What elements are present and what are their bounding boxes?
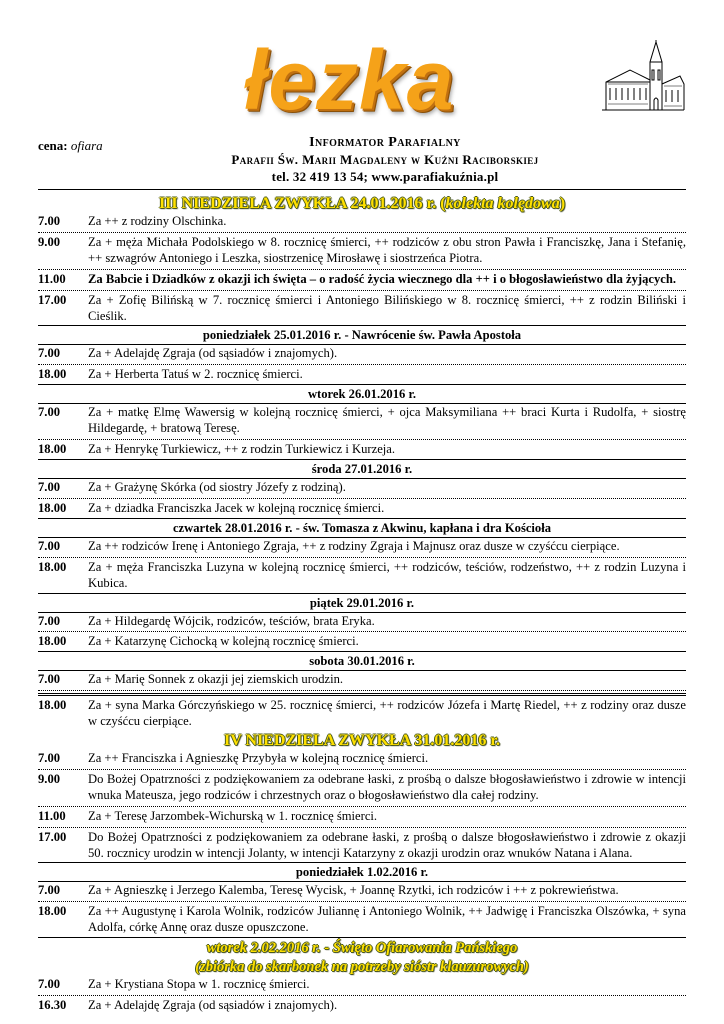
mass-row xyxy=(38,480,686,496)
mass-intention: Za + Katarzynę Cichocką w kolejną rocznicę śmierci. xyxy=(88,634,359,649)
section-heading: wtorek 2.02.2016 r. - Święto Ofiarowania Pańskiego xyxy=(206,940,518,957)
mass-time: 7.00 xyxy=(38,751,61,766)
divider xyxy=(38,344,686,345)
divider xyxy=(38,995,686,996)
mass-row xyxy=(38,698,686,730)
mass-intention: Za + Krystiana Stopa w 1. rocznicę śmierci. xyxy=(88,977,310,992)
mass-intention: Do Bożej Opatrzności z podziękowaniem za odebrane łaski, z prośbą o dalsze błogosławieństwo i zdrowie w intencji wnuka Mateusza, jego rodziców i chrzestnych oraz o błogosławieństwo dla całej rodziny. xyxy=(88,771,686,802)
section-heading: IV NIEDZIELA ZWYKŁA 31.01.2016 r. xyxy=(223,732,501,750)
divider xyxy=(38,290,686,291)
mass-intention: Za + Teresę Jarzombek-Wichurską w 1. rocznicę śmierci. xyxy=(88,808,378,823)
mass-time: 9.00 xyxy=(38,771,61,786)
mass-intention: Za + Herberta Tatuś w 2. rocznicę śmierci. xyxy=(88,367,303,382)
mass-row xyxy=(38,346,686,362)
divider xyxy=(38,806,686,807)
mass-row xyxy=(38,809,686,825)
mass-row xyxy=(38,293,686,325)
mass-intention: Za + Adelajdę Zgraja (od sąsiadów i znajomych). xyxy=(88,346,338,361)
mass-time: 7.00 xyxy=(38,346,61,361)
divider xyxy=(38,232,686,233)
mass-row xyxy=(38,998,686,1014)
mass-time: 7.00 xyxy=(38,883,61,898)
mass-intention: Za + męża Franciszka Luzyna w kolejną rocznicę śmierci, ++ rodziców, teściów, rodzeństwo, ++ z rodzin Luzyna i Kubica. xyxy=(88,559,686,590)
price xyxy=(38,138,103,154)
section-subheading: (zbiórka do skarbonek na potrzeby sióstr klauzurowych) xyxy=(195,959,529,976)
mass-time: 7.00 xyxy=(38,613,61,628)
mass-row xyxy=(38,560,686,592)
mass-time: 18.00 xyxy=(38,904,67,919)
mass-row xyxy=(38,634,686,650)
price-value: ofiara xyxy=(70,138,103,153)
mass-row xyxy=(38,977,686,993)
divider xyxy=(38,403,686,404)
mass-row xyxy=(38,501,686,517)
church-icon xyxy=(600,40,686,112)
mass-row xyxy=(38,672,686,688)
divider xyxy=(38,862,686,863)
divider xyxy=(38,631,686,632)
mass-intention: Za + męża Michała Podolskiego w 8. rocznicę śmierci, ++ rodziców z obu stron Pawła i Franciszkę, Jana i Stefanię, ++ szwagrów Antoniego i Leszka, siostrzenicę Mirosławę i siostrzeńca Piotra. xyxy=(88,234,686,265)
mass-time: 18.00 xyxy=(38,698,67,713)
divider xyxy=(38,459,686,460)
mass-intention: Za ++ Franciszka i Agnieszkę Przybyła w kolejną rocznicę śmierci. xyxy=(88,751,429,766)
mass-row xyxy=(38,751,686,767)
mass-time: 18.00 xyxy=(38,442,67,457)
mass-intention: Za + Marię Sonnek z okazji jej ziemskich urodzin. xyxy=(88,672,344,687)
mass-row xyxy=(38,772,686,804)
mass-intention: Za + Grażynę Skórka (od siostry Józefy z rodziną). xyxy=(88,479,346,494)
day-heading: środa 27.01.2016 r. xyxy=(311,461,413,476)
mass-intention: Za + dziadka Franciszka Jacek w kolejną rocznicę śmierci. xyxy=(88,500,385,515)
divider xyxy=(38,498,686,499)
section-heading: III NIEDZIELA ZWYKŁA 24.01.2016 r. (kolekta kolędowa) xyxy=(158,195,566,212)
divider xyxy=(38,269,686,270)
mass-time: 7.00 xyxy=(38,977,61,992)
divider xyxy=(38,384,686,385)
info-title: Informator Parafialny xyxy=(309,135,461,150)
divider xyxy=(38,612,686,613)
mass-row xyxy=(38,214,686,230)
price-label: cena: xyxy=(38,138,68,153)
divider xyxy=(38,557,686,558)
mass-time: 11.00 xyxy=(38,808,66,823)
day-heading: poniedziałek 1.02.2016 r. xyxy=(295,865,429,880)
mass-intention: Za + matkę Elmę Wawersig w kolejną rocznicę śmierci, + ojca Maksymiliana ++ braci Kurta i Rudolfa, + siostrę Hildegardę, + bratową Teresę. xyxy=(88,405,686,436)
divider xyxy=(38,670,686,671)
mass-time: 9.00 xyxy=(38,234,61,249)
mass-row xyxy=(38,614,686,630)
mass-time: 7.00 xyxy=(38,214,61,228)
day-heading: wtorek 26.01.2016 r. xyxy=(307,387,417,402)
mass-intention: Za + Hildegardę Wójcik, rodziców, teściów, brata Eryka. xyxy=(88,613,375,628)
mass-intention: Za + Agnieszkę i Jerzego Kalemba, Teresę Wycisk, + Joannę Rzytki, ich rodziców i ++ z pokrewieństwa. xyxy=(88,883,619,898)
mass-intention: Za ++ Augustynę i Karola Wolnik, rodziców Juliannę i Antoniego Wolnik, ++ Jadwigę i Franciszka Olszówka, + syna Adolfa, córkę Annę oraz dusze opuszczone. xyxy=(88,904,686,935)
divider xyxy=(38,881,686,882)
mass-time: 18.00 xyxy=(38,559,67,574)
mass-intention: Za + syna Marka Górczyńskiego w 25. rocznicę śmierci, ++ rodziców Józefa i Martę Riedel, ++ z rodziny oraz dusze w czyśćcu cierpiące. xyxy=(88,698,686,729)
divider xyxy=(38,518,686,519)
divider xyxy=(38,593,686,594)
mass-row xyxy=(38,883,686,899)
day-heading: sobota 30.01.2016 r. xyxy=(309,654,415,669)
parish-contact: tel. 32 419 13 54; www.parafiakuźnia.pl xyxy=(271,169,499,184)
mass-row xyxy=(38,442,686,458)
divider xyxy=(38,325,686,326)
divider xyxy=(38,478,686,479)
day-heading: poniedziałek 25.01.2016 r. - Nawrócenie św. Pawła Apostoła xyxy=(202,328,522,343)
mass-time: 7.00 xyxy=(38,538,61,553)
divider xyxy=(38,901,686,902)
mass-row xyxy=(38,367,686,383)
logo: łezka xyxy=(244,33,455,127)
divider xyxy=(38,693,686,696)
mass-time: 18.00 xyxy=(38,367,67,382)
header-divider xyxy=(38,189,686,190)
mass-intention: Za ++ z rodziny Olschinka. xyxy=(88,214,227,228)
mass-intention: Za + Adelajdę Zgraja (od sąsiadów i znajomych). xyxy=(88,998,338,1013)
mass-row xyxy=(38,830,686,862)
mass-intention: Za + Henrykę Turkiewicz, ++ z rodzin Turkiewicz i Kurzeja. xyxy=(88,442,396,457)
parish-name: Parafii Św. Marii Magdaleny w Kuźni Raciborskiej xyxy=(231,152,539,167)
mass-time: 18.00 xyxy=(38,500,67,515)
masthead xyxy=(0,0,724,190)
divider xyxy=(38,439,686,440)
mass-row xyxy=(38,235,686,267)
mass-row xyxy=(38,272,686,288)
divider xyxy=(38,364,686,365)
mass-row xyxy=(38,904,686,936)
divider xyxy=(38,769,686,770)
mass-row xyxy=(38,405,686,437)
divider xyxy=(38,537,686,538)
divider xyxy=(38,937,686,938)
day-heading: czwartek 28.01.2016 r. - św. Tomasza z Akwinu, kapłana i dra Kościoła xyxy=(172,520,552,535)
divider xyxy=(38,651,686,652)
mass-time: 7.00 xyxy=(38,672,61,687)
mass-intention: Za + Zofię Bilińską w 7. rocznicę śmierci i Antoniego Bilińskiego w 8. rocznicę śmierci, ++ z rodzin Biliński i Cieślik. xyxy=(88,292,686,323)
parish-info xyxy=(120,134,650,185)
mass-time: 17.00 xyxy=(38,292,67,307)
day-heading: piątek 29.01.2016 r. xyxy=(309,595,415,610)
mass-time: 18.00 xyxy=(38,634,67,649)
mass-intention: Do Bożej Opatrzności z podziękowaniem za odebrane łaski, z prośbą o dalsze błogosławieństwo i zdrowie z okazji 50. rocznicy urodzin w intencji Jolanty, w intencji Katarzyny z okazji urodzin oraz wnuków Natana i Alana. xyxy=(88,829,686,860)
mass-time: 16.30 xyxy=(38,998,67,1013)
divider xyxy=(38,690,686,691)
divider xyxy=(38,827,686,828)
mass-intention: Za ++ rodziców Irenę i Antoniego Zgraja, ++ z rodziny Zgraja i Majnusz oraz dusze w czyśćcu cierpiące. xyxy=(88,538,620,553)
collection-note: kolekta kolędowa xyxy=(445,195,560,212)
mass-intention: Za Babcie i Dziadków z okazji ich święta – o radość życia wiecznego dla ++ i o błogosławieństwo dla żyjących. xyxy=(88,271,677,286)
mass-time: 7.00 xyxy=(38,479,61,494)
mass-time: 17.00 xyxy=(38,829,67,844)
mass-row xyxy=(38,539,686,555)
mass-time: 7.00 xyxy=(38,405,61,420)
mass-time: 11.00 xyxy=(38,271,66,286)
mass-schedule xyxy=(38,193,686,1014)
